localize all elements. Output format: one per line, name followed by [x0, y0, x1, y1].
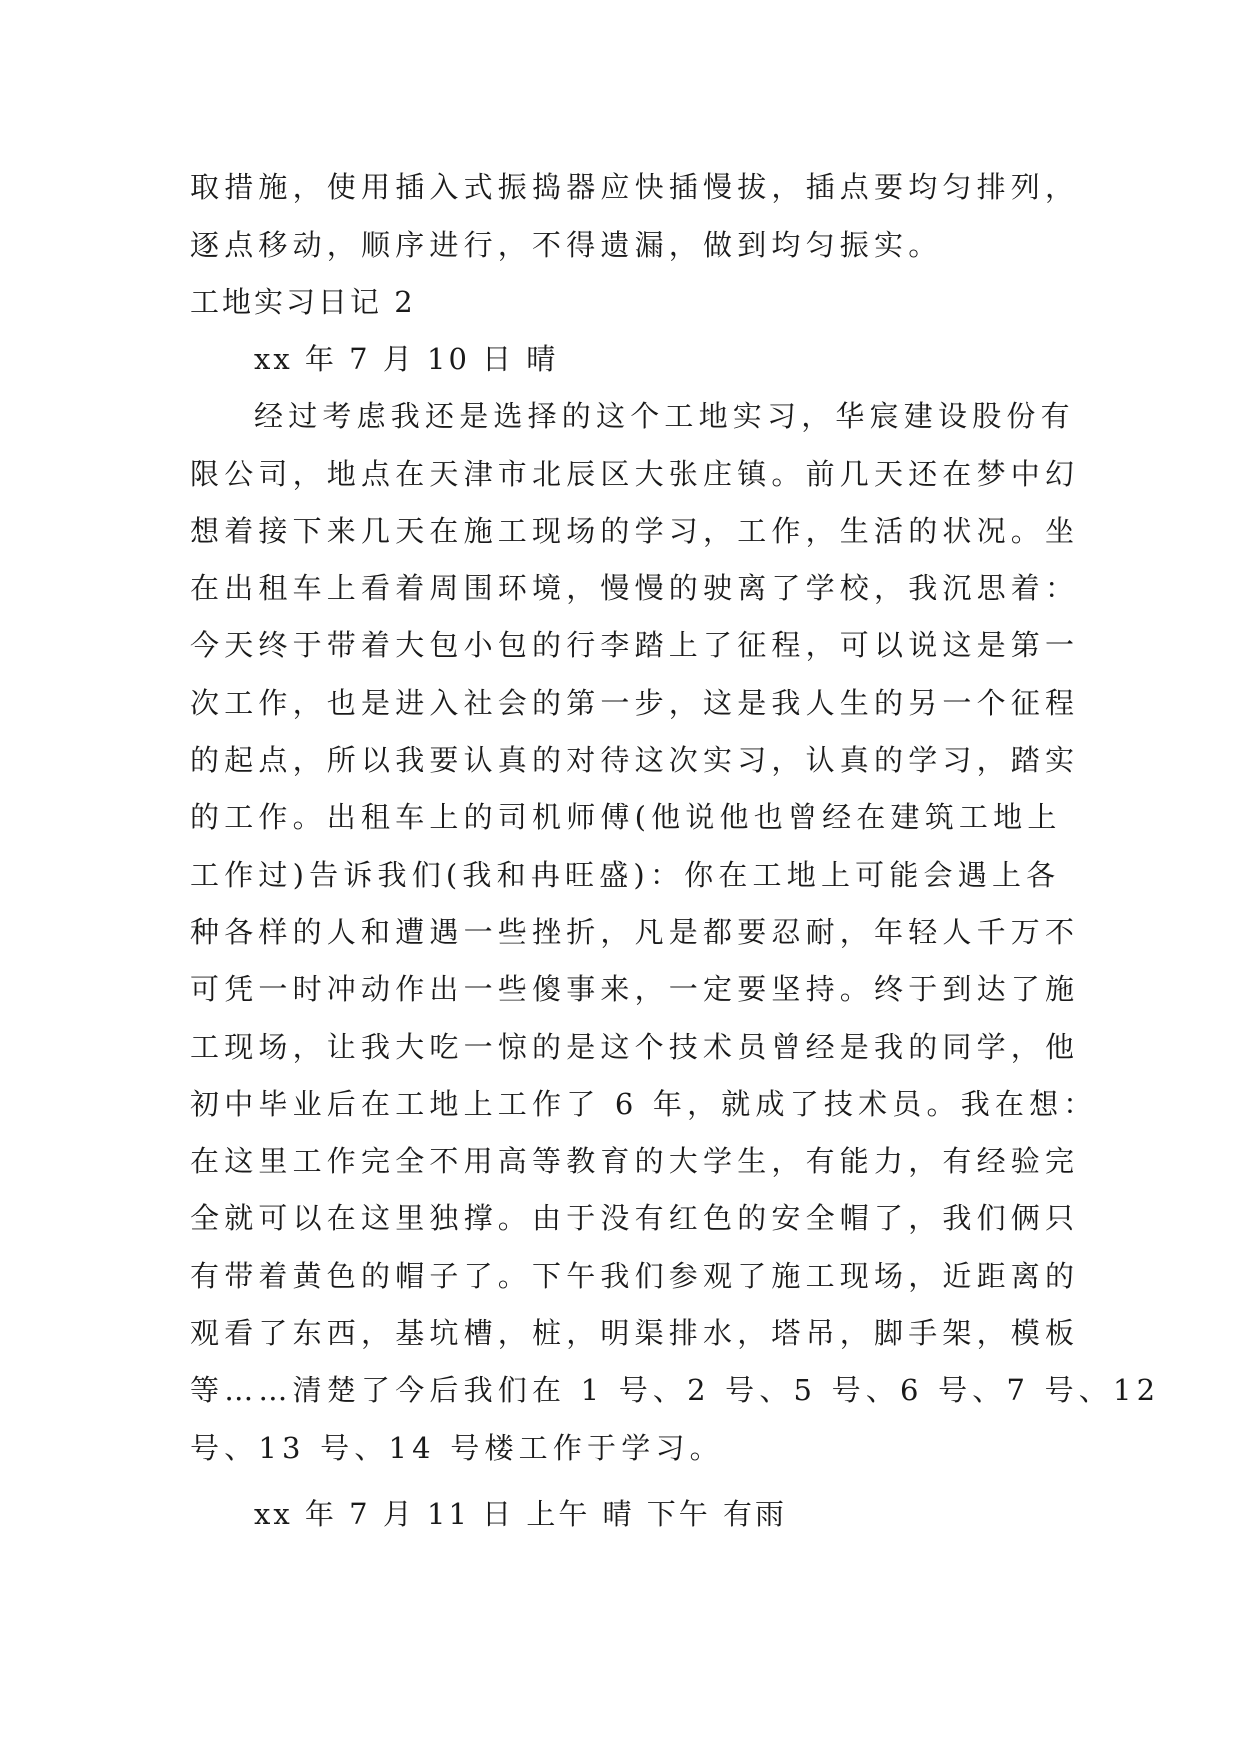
paragraph-line: 有带着黄色的帽子了。下午我们参观了施工现场，近距离的: [190, 1259, 1080, 1293]
entry-date: xx 年 7 月 11 日 上午 晴 下午 有雨: [254, 1497, 788, 1531]
paragraph-line: 等……清楚了今后我们在 1 号、2 号、5 号、6 号、7 号、12: [190, 1373, 1161, 1407]
paragraph-line: 工作过)告诉我们(我和冉旺盛)：你在工地上可能会遇上各: [190, 858, 1061, 892]
paragraph-line: 经过考虑我还是选择的这个工地实习，华宸建设股份有: [254, 399, 1075, 433]
paragraph-line: 初中毕业后在工地上工作了 6 年，就成了技术员。我在想：: [190, 1087, 1098, 1121]
paragraph-line: 取措施，使用插入式振捣器应快插慢拔，插点要均匀排列，: [190, 170, 1080, 204]
paragraph-line: 种各样的人和遭遇一些挫折，凡是都要忍耐，年轻人千万不: [190, 915, 1080, 949]
paragraph-line: 观看了东西，基坑槽，桩，明渠排水，塔吊，脚手架，模板: [190, 1316, 1080, 1350]
section-title: 工地实习日记 2: [190, 285, 416, 319]
paragraph-line: 可凭一时冲动作出一些傻事来，一定要坚持。终于到达了施: [190, 972, 1080, 1006]
paragraph-line: 限公司，地点在天津市北辰区大张庄镇。前几天还在梦中幻: [190, 457, 1080, 491]
paragraph-line: 在这里工作完全不用高等教育的大学生，有能力，有经验完: [190, 1144, 1080, 1178]
paragraph-line: 逐点移动，顺序进行，不得遗漏，做到均匀振实。: [190, 228, 943, 262]
paragraph-line: 全就可以在这里独撑。由于没有红色的安全帽了，我们俩只: [190, 1201, 1080, 1235]
paragraph-line: 次工作，也是进入社会的第一步，这是我人生的另一个征程: [190, 686, 1080, 720]
paragraph-line: 工现场，让我大吃一惊的是这个技术员曾经是我的同学，他: [190, 1030, 1080, 1064]
paragraph-line: 的起点，所以我要认真的对待这次实习，认真的学习，踏实: [190, 743, 1080, 777]
entry-date: xx 年 7 月 10 日 晴: [254, 342, 559, 376]
paragraph-line: 的工作。出租车上的司机师傅(他说他也曾经在建筑工地上: [190, 800, 1062, 834]
paragraph-line: 在出租车上看着周围环境，慢慢的驶离了学校，我沉思着：: [190, 571, 1080, 605]
paragraph-line: 号、13 号、14 号楼工作于学习。: [190, 1431, 724, 1465]
paragraph-line: 想着接下来几天在施工现场的学习，工作，生活的状况。坐: [190, 514, 1080, 548]
paragraph-line: 今天终于带着大包小包的行李踏上了征程，可以说这是第一: [190, 628, 1080, 662]
